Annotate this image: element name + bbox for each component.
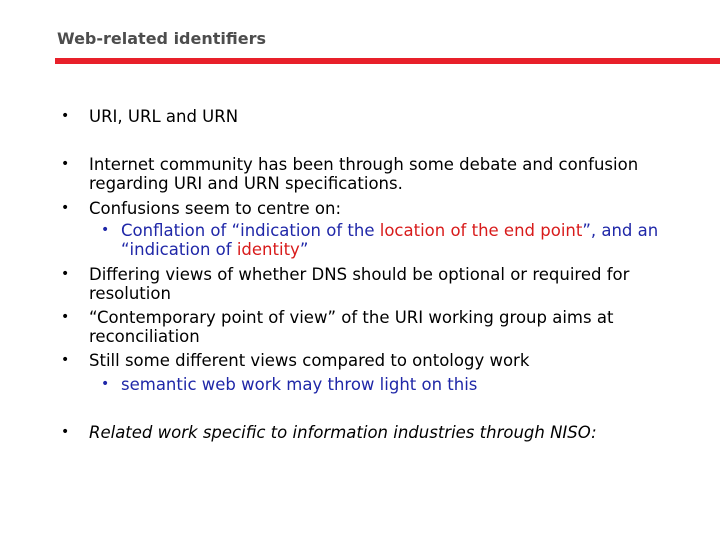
bullet-uri-url-urn: • URI, URL and URN — [61, 107, 239, 126]
bullet-internet-community: • Internet community has been through some debate and confusion regarding URI and URN specifications. — [61, 155, 639, 193]
bullet-dot: • — [61, 200, 70, 216]
bullet-dot: • — [61, 108, 70, 124]
sub-bullet-dot: • — [101, 376, 110, 392]
bullet-ontology: • Still some different views compared to ontology work — [61, 351, 530, 370]
bullet-dot: • — [61, 424, 70, 440]
bullet-dot: • — [61, 352, 70, 368]
bullet-contemporary: • “Contemporary point of view” of the URI working group aims at reconciliation — [61, 308, 614, 346]
sub-bullet-conflation: • Conflation of “indication of the location of the end point”, and an “indication of identity” — [101, 221, 659, 259]
bullet-niso: • Related work specific to information industries through NISO: — [61, 423, 597, 442]
bullet-confusions: • Confusions seem to centre on: — [61, 199, 342, 218]
sub-bullet-dot: • — [101, 222, 110, 238]
bullet-dot: • — [61, 266, 70, 282]
highlight-location: location of the end point — [379, 221, 583, 240]
bullet-differing-views: • Differing views of whether DNS should be optional or required for resolution — [61, 265, 630, 303]
sub-bullet-semantic-web: • semantic web work may throw light on this — [101, 375, 478, 394]
bullet-dot: • — [61, 156, 70, 172]
slide-title: Web-related identifiers — [57, 29, 267, 48]
bullet-dot: • — [61, 309, 70, 325]
title-rule — [55, 58, 720, 64]
highlight-identity: identity — [236, 240, 300, 259]
